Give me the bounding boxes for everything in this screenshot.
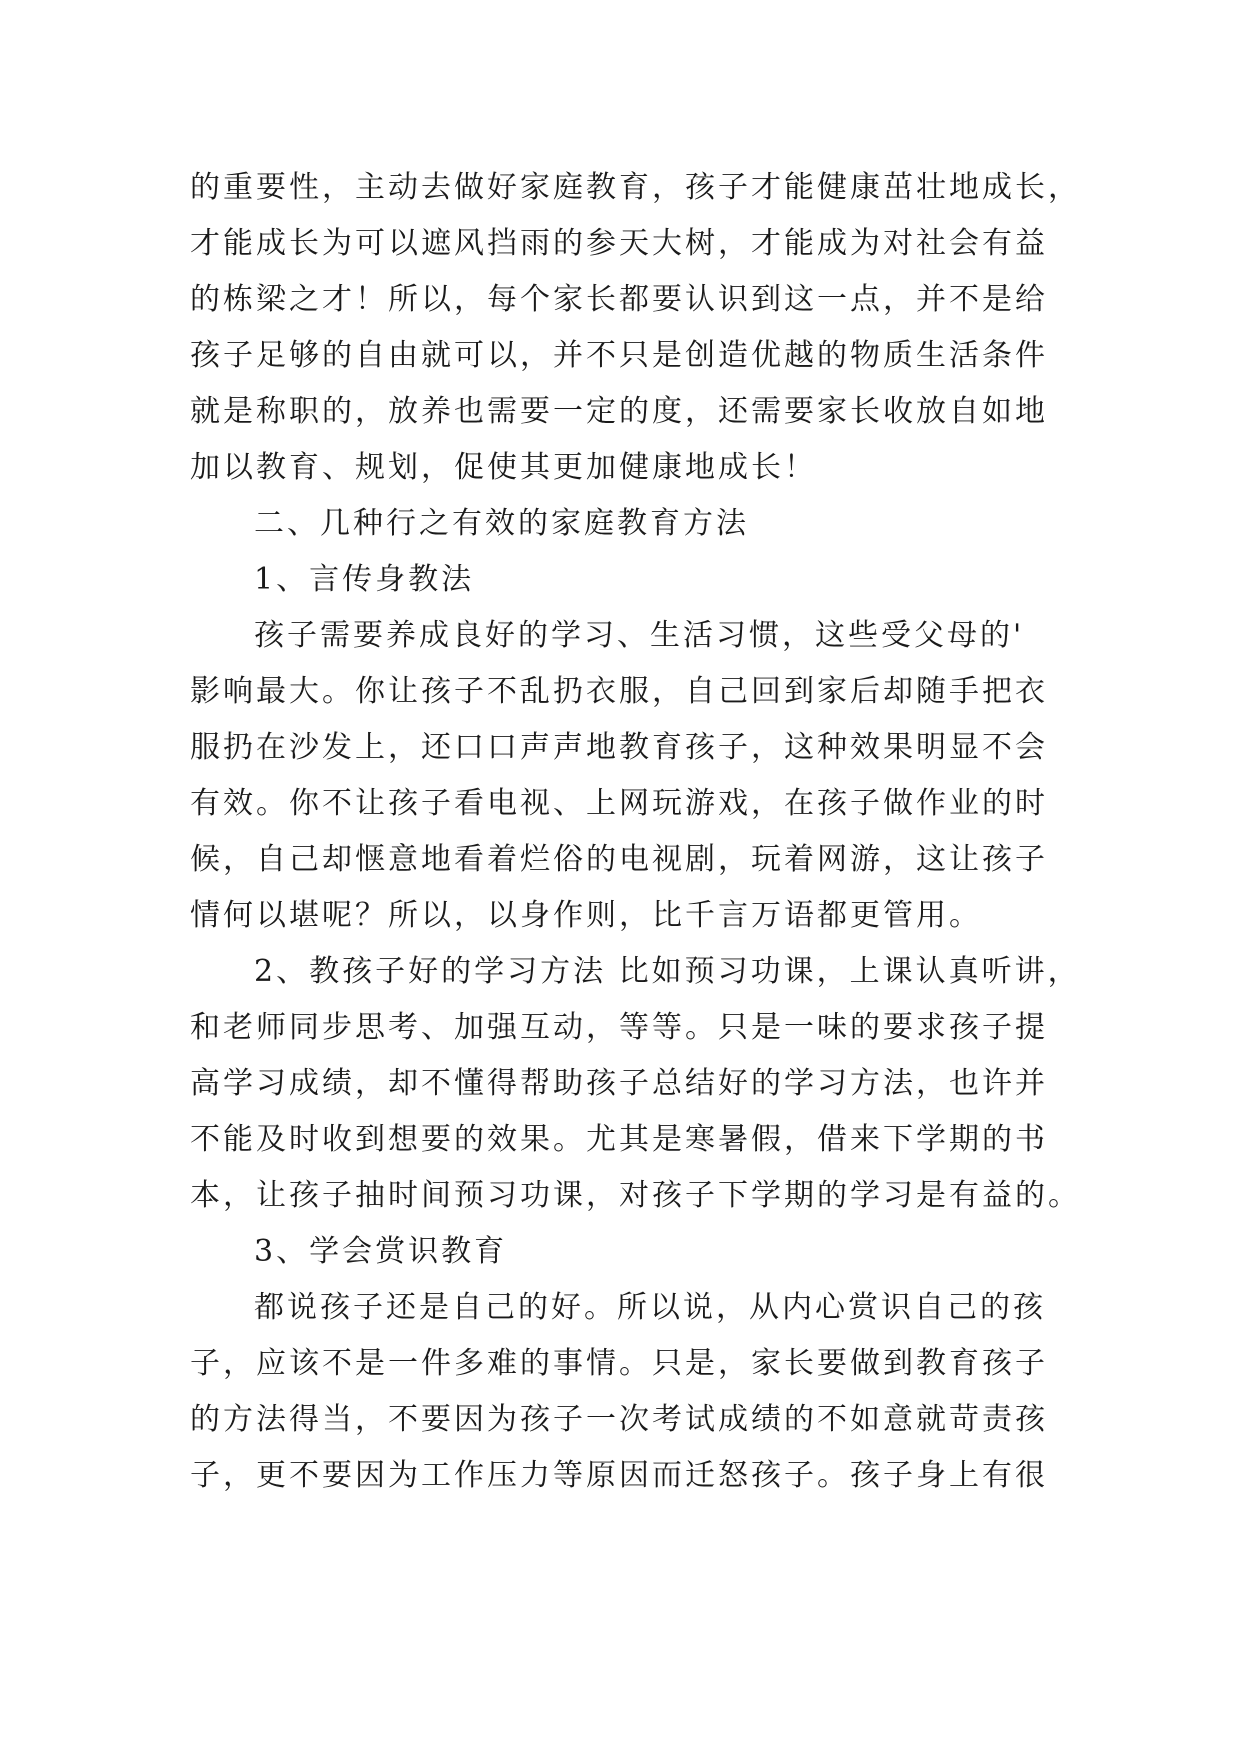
text-line: 情何以堪呢？所以，以身作则，比千言万语都更管用。 <box>190 898 982 933</box>
text-line: 候，自己却惬意地看着烂俗的电视剧，玩着网游，这让孩子 <box>190 842 1048 877</box>
text-line: 孩子足够的自由就可以，并不只是创造优越的物质生活条件 <box>190 338 1048 373</box>
text-line: 有效。你不让孩子看电视、上网玩游戏，在孩子做作业的时 <box>190 786 1048 821</box>
text-line: 本，让孩子抽时间预习功课，对孩子下学期的学习是有益的。 <box>190 1178 1081 1213</box>
text-line: 服扔在沙发上，还口口声声地教育孩子，这种效果明显不会 <box>190 730 1048 765</box>
text-line: 加以教育、规划，促使其更加健康地成长！ <box>190 450 817 485</box>
text-line: 不能及时收到想要的效果。尤其是寒暑假，借来下学期的书 <box>190 1122 1048 1157</box>
text-line: 二、几种行之有效的家庭教育方法 <box>254 506 749 541</box>
text-line: 的方法得当，不要因为孩子一次考试成绩的不如意就苛责孩 <box>190 1402 1048 1437</box>
text-line: 都说孩子还是自己的好。所以说，从内心赏识自己的孩 <box>254 1290 1046 1325</box>
text-line: 的栋梁之才！所以，每个家长都要认识到这一点，并不是给 <box>190 282 1048 317</box>
text-line: 才能成长为可以遮风挡雨的参天大树，才能成为对社会有益 <box>190 226 1048 261</box>
text-line: 1、言传身教法 <box>254 562 475 597</box>
text-line: 就是称职的，放养也需要一定的度，还需要家长收放自如地 <box>190 394 1048 429</box>
text-line: 和老师同步思考、加强互动，等等。只是一味的要求孩子提 <box>190 1010 1048 1045</box>
text-line: 的重要性，主动去做好家庭教育，孩子才能健康茁壮地成长， <box>190 170 1081 205</box>
text-line: 子，应该不是一件多难的事情。只是，家长要做到教育孩子 <box>190 1346 1048 1381</box>
body-text <box>190 160 1081 1504</box>
text-line: 子，更不要因为工作压力等原因而迁怒孩子。孩子身上有很 <box>190 1458 1048 1493</box>
text-line: 孩子需要养成良好的学习、生活习惯，这些受父母的' <box>254 618 1025 653</box>
text-line: 3、学会赏识教育 <box>254 1234 508 1269</box>
text-line: 2、教孩子好的学习方法 比如预习功课，上课认真听讲， <box>254 954 1081 989</box>
text-line: 影响最大。你让孩子不乱扔衣服，自己回到家后却随手把衣 <box>190 674 1048 709</box>
text-line: 高学习成绩，却不懂得帮助孩子总结好的学习方法，也许并 <box>190 1066 1048 1101</box>
